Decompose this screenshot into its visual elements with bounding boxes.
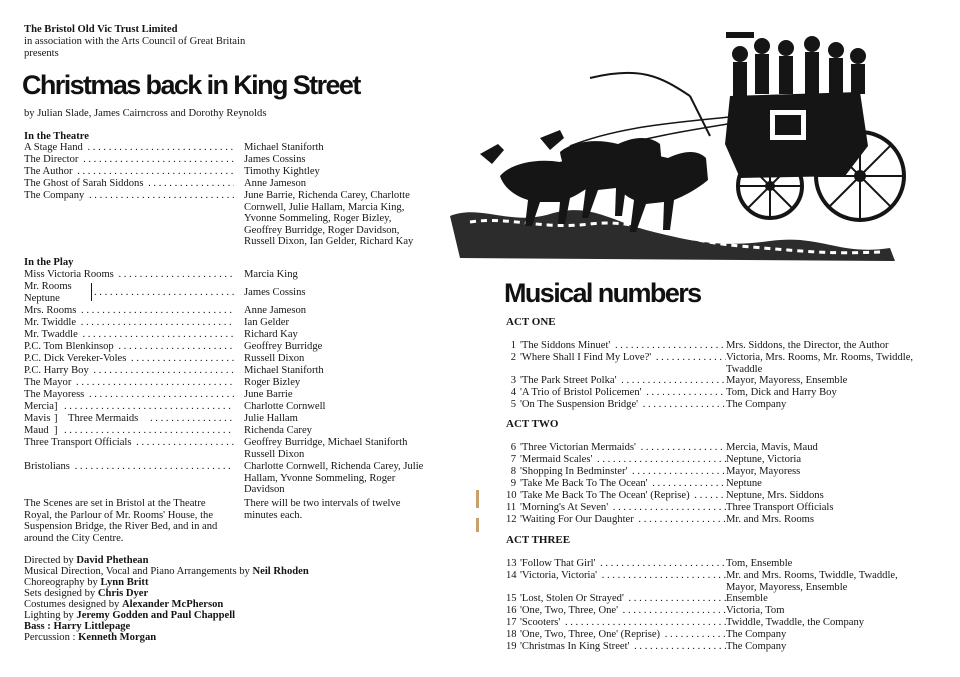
credit-line: Sets designed by Chris Dyer [24, 588, 149, 599]
cast-role: The Company . . . [24, 190, 234, 202]
cast-role: Mr. Twaddle . . . [24, 329, 234, 341]
cast-actor: Michael Staniforth [244, 365, 324, 376]
cast-role: Maud ] . . . [24, 425, 234, 437]
act-heading: ACT THREE [506, 534, 571, 546]
cast-role: P.C. Tom Blenkinsop . . . [24, 341, 234, 353]
association-line: in association with the Arts Council of Great Britain [24, 36, 246, 47]
intervals-note: There will be two intervals of twelve minutes each. [244, 498, 401, 521]
cast-role: Neptune [24, 293, 60, 304]
cast-role: The Director . . . [24, 154, 234, 166]
cast-role: The Mayor . . . [24, 377, 234, 389]
cast-actor: June Barrie, Richenda Carey, Charlotte Cornwell, Julie Hallam, Marcia King, Yvonne Sommeling, Roger Bizley, Geoffrey Burridge, Roger Davidson, Russell Dixon, Ian Gelder, Richard Kay [244, 190, 414, 248]
cast-role: Mercia ] . . . [24, 401, 234, 413]
cast-role: The Author . . . [24, 166, 234, 178]
cast-actor: Marcia King [244, 269, 298, 280]
credit-line: Bass : Harry Littlepage [24, 621, 131, 632]
musical-numbers-title: Musical numbers [504, 278, 701, 308]
cast-actor: Geoffrey Burridge [244, 341, 323, 352]
authors-line: by Julian Slade, James Cairncross and Dorothy Reynolds [24, 108, 267, 119]
credit-line: Percussion : Kenneth Morgan [24, 632, 157, 643]
presenter-line: The Bristol Old Vic Trust Limited [24, 24, 178, 35]
cast-actor: Geoffrey Burridge, Michael Staniforth Russell Dixon [244, 437, 408, 460]
cast-role: P.C. Dick Vereker-Voles . . . [24, 353, 234, 365]
cast-role: Miss Victoria Rooms . . . [24, 269, 234, 281]
cast-role: A Stage Hand . . . [24, 142, 234, 154]
cast-actor: Michael Staniforth [244, 142, 324, 153]
cast-role: Mr. Twiddle . . . [24, 317, 234, 329]
cast-actor: June Barrie [244, 389, 293, 400]
cast-actor: James Cossins [244, 287, 306, 298]
credit-line: Lighting by Jeremy Godden and Paul Chappell [24, 610, 236, 621]
cast-row-bracketed [24, 281, 464, 305]
scenes-note: The Scenes are set in Bristol at the Theatre Royal, the Parlour of Mr. Rooms' House, the Suspension Bridge, the River Bed, and in and around the City Centre. [24, 498, 218, 544]
act-heading: ACT TWO [506, 418, 559, 430]
cast-actor: Charlotte Cornwell, Richenda Carey, Julie Hallam, Yvonne Sommeling, Roger Davidson [244, 461, 424, 496]
credit-line: Costumes designed by Alexander McPherson [24, 599, 224, 610]
fold-mark [476, 518, 479, 532]
leader-dots [94, 287, 234, 299]
cast-role: Bristolians . . . [24, 461, 234, 473]
cast-role: The Mayoress . . . [24, 389, 234, 401]
cast-actor: Ian Gelder [244, 317, 289, 328]
mermaids-group [24, 401, 464, 437]
cast-role: Three Transport Officials . . . [24, 437, 234, 449]
cast-actor: Anne Jameson [244, 178, 307, 189]
act-heading: ACT ONE [506, 316, 556, 328]
credit-line: Musical Direction, Vocal and Piano Arrangements by Neil Rhoden [24, 566, 309, 577]
presents-line: presents [24, 48, 59, 59]
credit-line: Choreography by Lynn Britt [24, 577, 149, 588]
cast-actor: Richard Kay [244, 329, 298, 340]
bracket-line [88, 283, 92, 301]
cast-actor: James Cossins [244, 154, 306, 165]
cast-actor: Julie Hallam [244, 413, 298, 424]
cast-role: The Ghost of Sarah Siddons . . . [24, 178, 234, 190]
credit-line: Directed by David Phethean [24, 555, 149, 566]
cast-role: P.C. Harry Boy . . . [24, 365, 234, 377]
cast-role: Mrs. Rooms . . . [24, 305, 234, 317]
cast-actor: Roger Bizley [244, 377, 301, 388]
cast-actor: Charlotte Cornwell [244, 401, 326, 412]
stagecoach-illustration [440, 26, 910, 266]
play-heading: In the Play [24, 257, 74, 268]
cast-actor: Richenda Carey [244, 425, 312, 436]
cast-role: Mavis ] Three Mermaids . . . [24, 413, 234, 425]
cast-actor: Russell Dixon [244, 353, 305, 364]
cast-actor: Anne Jameson [244, 305, 307, 316]
theatre-heading: In the Theatre [24, 131, 89, 142]
fold-mark [476, 490, 479, 508]
cast-role: Mr. Rooms [24, 281, 72, 292]
page-title: Christmas back in King Street [22, 70, 360, 100]
cast-actor: Timothy Kightley [244, 166, 320, 177]
